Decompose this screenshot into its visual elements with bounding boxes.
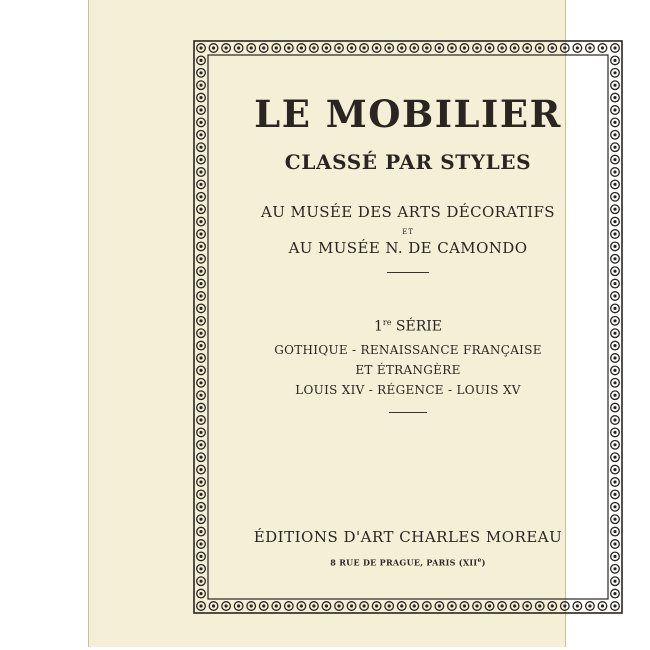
border-rosette xyxy=(561,44,570,53)
border-rosette xyxy=(209,602,218,611)
border-rosette xyxy=(548,602,557,611)
border-rosette xyxy=(586,44,595,53)
border-rosette xyxy=(611,577,620,586)
border-rosette xyxy=(611,304,620,313)
border-rosette xyxy=(197,441,206,450)
divider-rule xyxy=(389,412,427,413)
border-rosette xyxy=(448,602,457,611)
border-rosette xyxy=(360,602,369,611)
border-rosette xyxy=(611,441,620,450)
border-rosette xyxy=(197,453,206,462)
border-rosette xyxy=(397,44,406,53)
border-rosette xyxy=(435,602,444,611)
border-rosette xyxy=(197,589,206,598)
border-rosette xyxy=(360,44,369,53)
border-rosette xyxy=(297,44,306,53)
border-rosette xyxy=(460,44,469,53)
border-rosette xyxy=(272,602,281,611)
border-rosette xyxy=(197,490,206,499)
border-rosette xyxy=(259,44,268,53)
divider-rule xyxy=(387,272,429,273)
border-rosette xyxy=(611,478,620,487)
border-rosette xyxy=(285,44,294,53)
border-rosette xyxy=(573,44,582,53)
border-rosette xyxy=(611,292,620,301)
border-rosette xyxy=(197,515,206,524)
cover-frame xyxy=(193,40,623,614)
museum-line-2: AU MUSÉE N. DE CAMONDO xyxy=(288,239,528,257)
border-rosette xyxy=(197,69,206,78)
border-rosette xyxy=(234,44,243,53)
border-rosette xyxy=(611,490,620,499)
series-suffix: re xyxy=(382,318,392,327)
border-rosette xyxy=(510,44,519,53)
border-rosette xyxy=(611,465,620,474)
border-rosette xyxy=(485,602,494,611)
border-rosette xyxy=(611,515,620,524)
border-rosette xyxy=(523,44,532,53)
border-rosette xyxy=(247,44,256,53)
border-rosette xyxy=(197,304,206,313)
border-rosette xyxy=(197,503,206,512)
border-rosette xyxy=(611,428,620,437)
border-rosette xyxy=(410,44,419,53)
border-rosette xyxy=(197,478,206,487)
border-rosette xyxy=(285,602,294,611)
border-rosette xyxy=(222,44,231,53)
border-rosette xyxy=(347,44,356,53)
border-rosette xyxy=(234,602,243,611)
border-rosette xyxy=(322,44,331,53)
border-rosette xyxy=(611,453,620,462)
border-rosette xyxy=(611,267,620,276)
border-rosette xyxy=(611,589,620,598)
border-rosette xyxy=(611,81,620,90)
border-rosette xyxy=(322,602,331,611)
border-rosette xyxy=(197,292,206,301)
border-rosette xyxy=(573,602,582,611)
border-rosette xyxy=(310,602,319,611)
border-rosette xyxy=(611,44,620,53)
museum-line-1: AU MUSÉE DES ARTS DÉCORATIFS xyxy=(261,203,555,221)
border-rosette xyxy=(347,602,356,611)
border-rosette xyxy=(372,602,381,611)
border-rosette xyxy=(510,602,519,611)
border-rosette xyxy=(611,503,620,512)
border-rosette xyxy=(423,602,432,611)
border-rosette xyxy=(611,56,620,65)
border-rosette xyxy=(598,44,607,53)
border-rosette xyxy=(259,602,268,611)
border-rosette xyxy=(460,602,469,611)
border-rosette xyxy=(247,602,256,611)
border-rosette xyxy=(310,44,319,53)
border-rosette xyxy=(611,602,620,611)
border-rosette xyxy=(485,44,494,53)
border-rosette xyxy=(197,416,206,425)
border-rosette xyxy=(197,180,206,189)
border-rosette xyxy=(498,44,507,53)
border-rosette xyxy=(535,602,544,611)
border-rosette xyxy=(197,279,206,288)
border-rosette xyxy=(611,403,620,412)
border-rosette xyxy=(498,602,507,611)
border-rosette xyxy=(335,44,344,53)
border-rosette xyxy=(611,279,620,288)
border-rosette xyxy=(297,602,306,611)
border-rosette xyxy=(222,602,231,611)
border-rosette xyxy=(611,416,620,425)
styles-line-1: GOTHIQUE - RENAISSANCE FRANÇAISE xyxy=(274,343,542,357)
border-rosette xyxy=(197,403,206,412)
border-rosette xyxy=(197,267,206,276)
border-rosette xyxy=(197,428,206,437)
border-rosette xyxy=(561,602,570,611)
styles-line-2: ET ÉTRANGÈRE xyxy=(355,363,461,377)
border-rosette xyxy=(197,465,206,474)
border-rosette xyxy=(209,44,218,53)
series-number: 1 xyxy=(373,318,383,335)
border-rosette xyxy=(611,193,620,202)
address-text: 8 RUE DE PRAGUE, PARIS (XII xyxy=(330,557,478,568)
border-rosette xyxy=(335,602,344,611)
address-close: ) xyxy=(481,557,486,568)
border-rosette xyxy=(197,602,206,611)
border-rosette xyxy=(423,44,432,53)
border-rosette xyxy=(385,602,394,611)
border-rosette xyxy=(197,44,206,53)
border-rosette xyxy=(410,602,419,611)
border-rosette xyxy=(197,577,206,586)
border-rosette xyxy=(197,56,206,65)
border-rosette xyxy=(448,44,457,53)
publisher: ÉDITIONS D'ART CHARLES MOREAU xyxy=(253,528,563,546)
border-rosette xyxy=(197,81,206,90)
border-rosette xyxy=(586,602,595,611)
border-rosette xyxy=(372,44,381,53)
series-label xyxy=(193,318,623,335)
border-rosette xyxy=(397,602,406,611)
cover-subtitle: CLASSÉ PAR STYLES xyxy=(284,150,532,174)
border-rosette xyxy=(197,193,206,202)
border-rosette xyxy=(535,44,544,53)
border-rosette xyxy=(385,44,394,53)
border-rosette xyxy=(523,602,532,611)
series-word: SÉRIE xyxy=(391,318,443,335)
border-rosette xyxy=(548,44,557,53)
cover-title: LE MOBILIER xyxy=(254,92,562,136)
border-rosette xyxy=(473,602,482,611)
border-rosette xyxy=(598,602,607,611)
border-rosette xyxy=(611,69,620,78)
address-suffix: e xyxy=(477,557,482,564)
border-rosette xyxy=(611,180,620,189)
border-rosette xyxy=(272,44,281,53)
styles-line-3: LOUIS XIV - RÉGENCE - LOUIS XV xyxy=(295,383,521,397)
publisher-address xyxy=(193,557,623,568)
border-rosette xyxy=(473,44,482,53)
book-cover xyxy=(88,0,566,647)
conjunction-et: ET xyxy=(402,228,414,236)
border-rosette xyxy=(435,44,444,53)
